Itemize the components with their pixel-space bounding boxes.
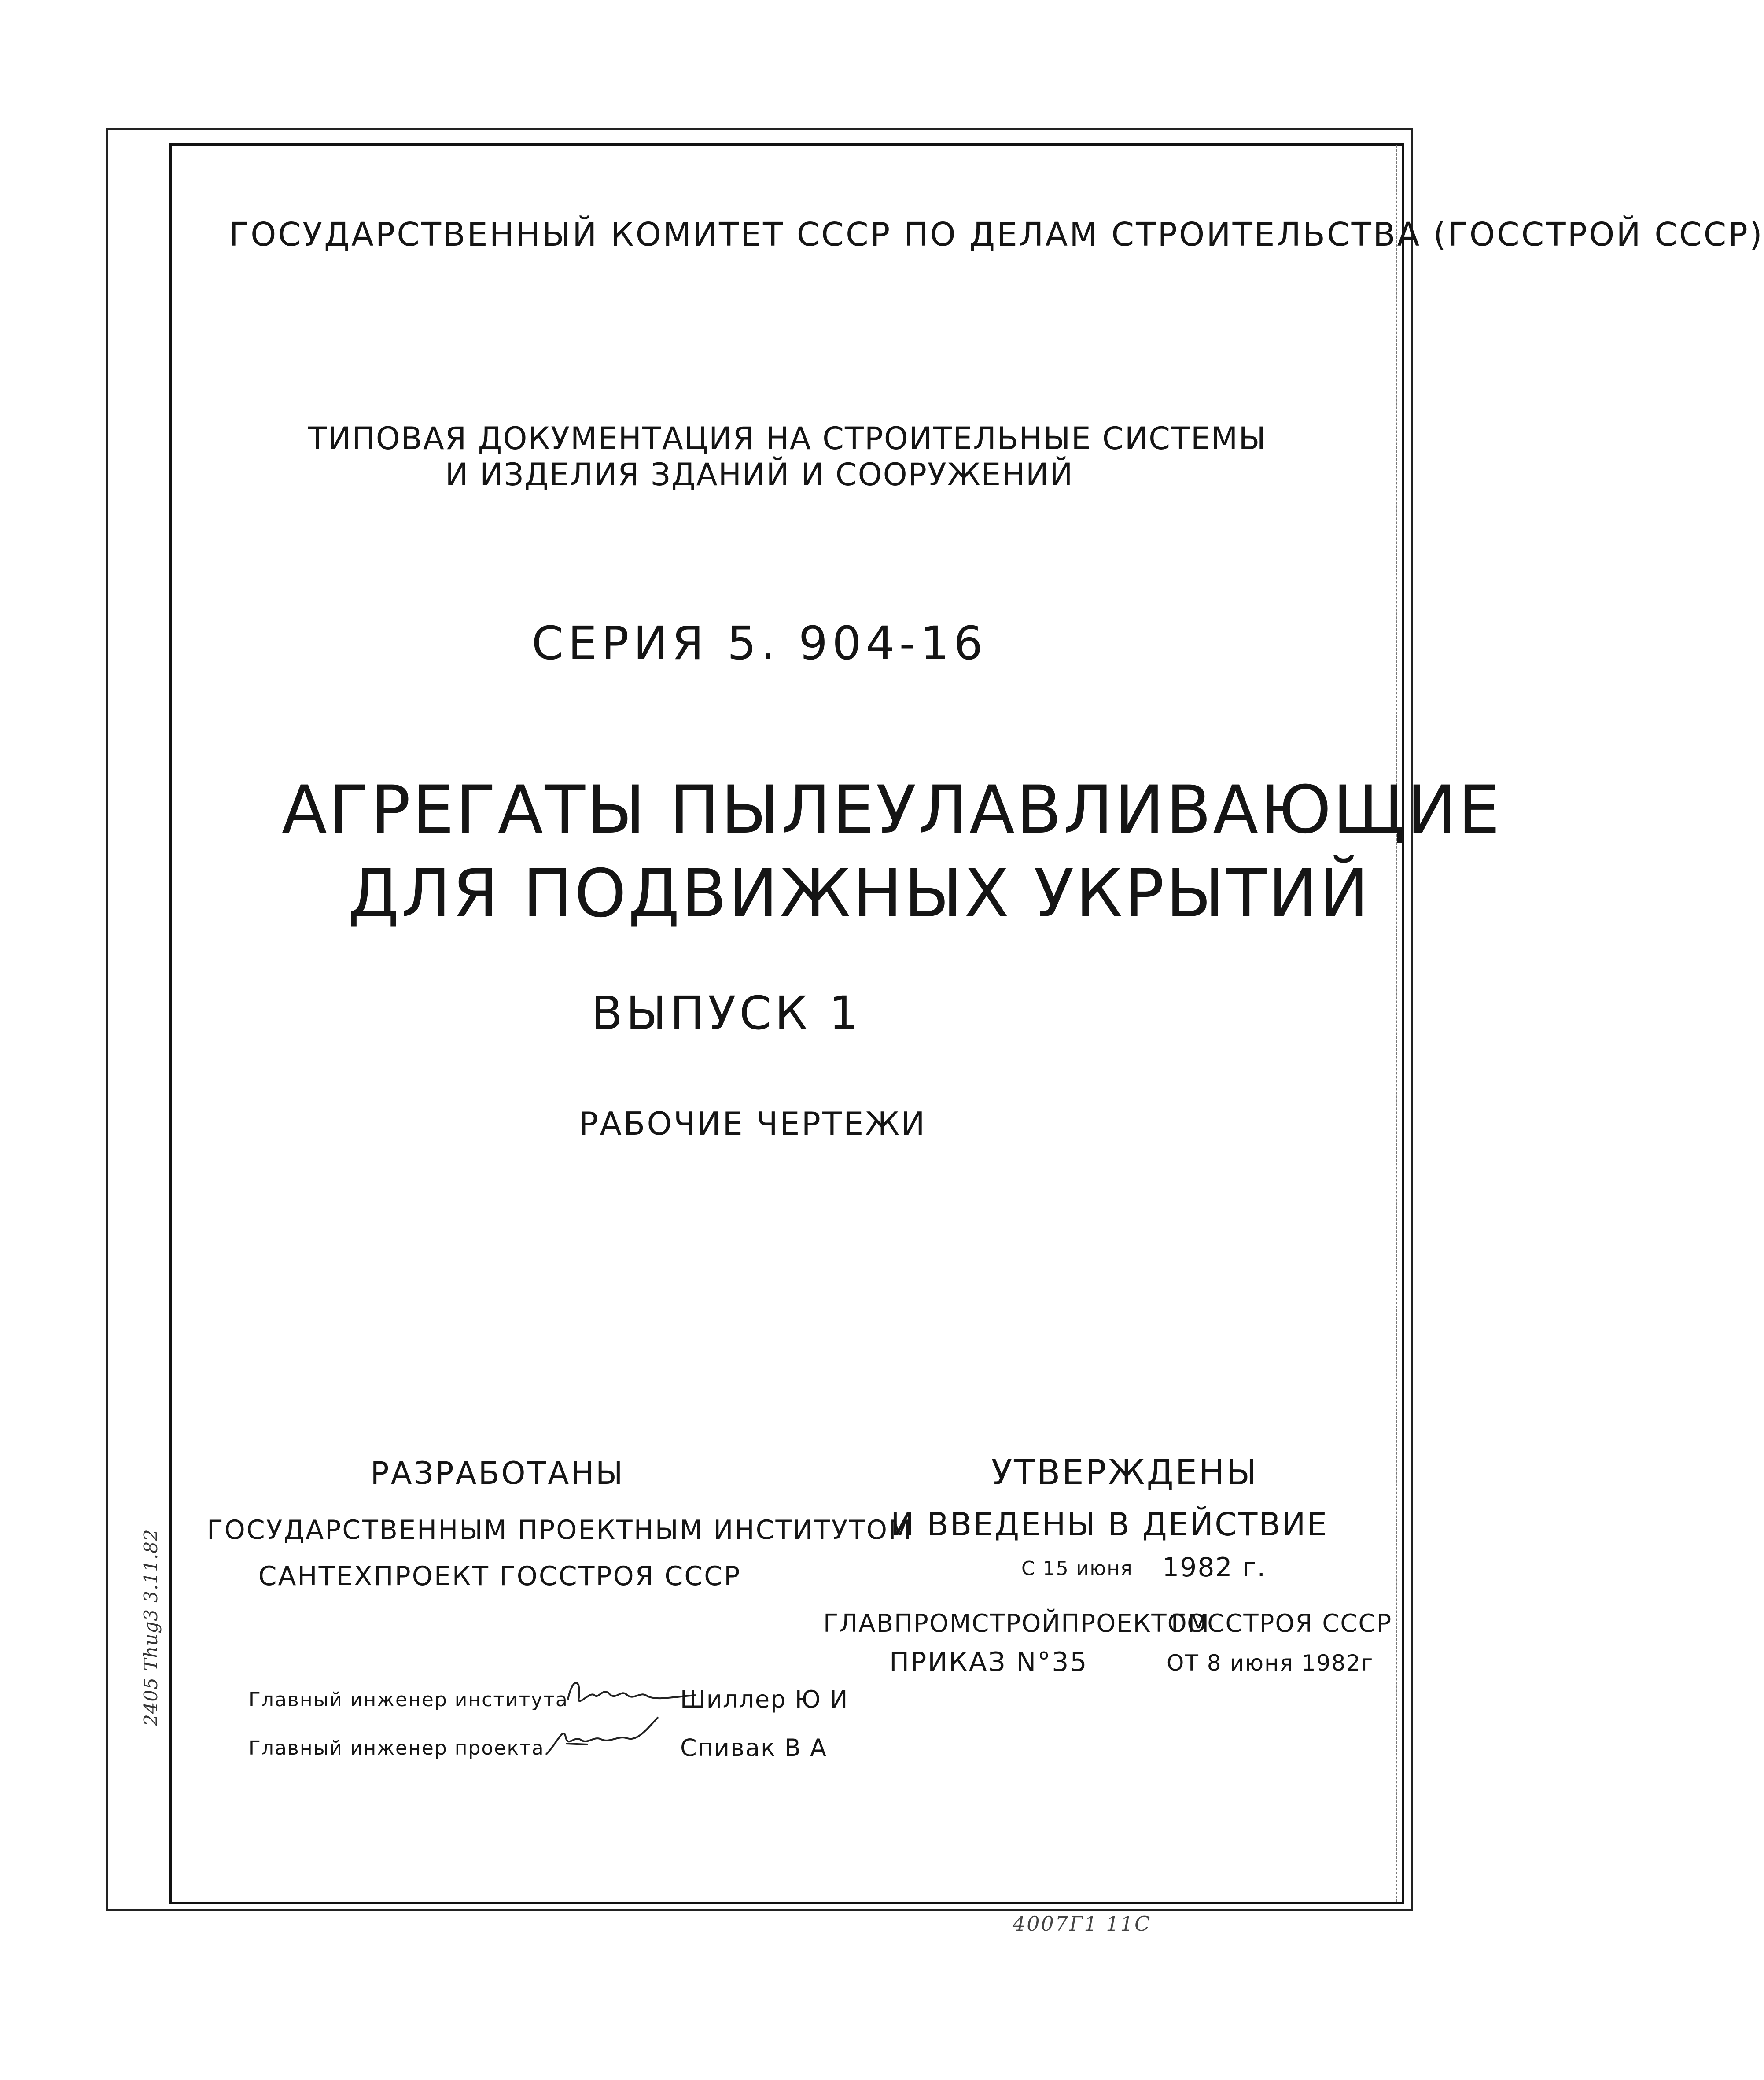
series-number: СЕРИЯ 5. 904-16	[531, 616, 987, 670]
chief-engineer-institute-name: Шиллер Ю И	[680, 1685, 849, 1713]
documentation-line-2: И ИЗДЕЛИЯ ЗДАНИЙ И СООРУЖЕНИЙ	[445, 457, 1074, 493]
developed-by-line-1: ГОСУДАРСТВЕННЫМ ПРОЕКТНЫМ ИНСТИТУТОМ	[207, 1515, 913, 1545]
approved-heading: УТВЕРЖДЕНЫ	[991, 1453, 1259, 1493]
bottom-inventory-note: 4007Г1 11С	[1013, 1912, 1152, 1936]
issue-number: ВЫПУСК 1	[591, 986, 862, 1040]
approved-year: 1982 г.	[1162, 1552, 1267, 1583]
working-drawings-label: РАБОЧИЕ ЧЕРТЕЖИ	[579, 1105, 927, 1142]
main-title-line-1: АГРЕГАТЫ ПЫЛЕУЛАВЛИВАЮЩИЕ	[282, 772, 1502, 848]
order-date: ОТ 8 июня 1982г	[1167, 1650, 1374, 1676]
main-title	[282, 768, 1502, 936]
chief-engineer-project-label: Главный инженер проекта	[249, 1737, 545, 1759]
approved-line-1: И ВВЕДЕНЫ В ДЕЙСТВИЕ	[890, 1506, 1329, 1543]
signature-spivak	[539, 1713, 671, 1761]
order-number: ПРИКАЗ N°35	[889, 1647, 1088, 1678]
documentation-line-1: ТИПОВАЯ ДОКУМЕНТАЦИЯ НА СТРОИТЕЛЬНЫЕ СИСТЕМЫ	[308, 420, 1267, 457]
approving-authority: ГЛАВПРОМСТРОЙПРОЕКТОМ	[823, 1609, 1210, 1638]
committee-heading: ГОСУДАРСТВЕННЫЙ КОМИТЕТ СССР ПО ДЕЛАМ СТРОИТЕЛЬСТВА (ГОССТРОЙ СССР)	[229, 216, 1764, 254]
chief-engineer-project-name: Спивак В А	[680, 1734, 827, 1762]
dotted-edge-line	[1396, 145, 1397, 1902]
margin-stamp: 2405 Thug3 3.11.82	[140, 1529, 162, 1726]
approving-committee: ГОССТРОЯ СССР	[1171, 1609, 1392, 1638]
approved-date: С 15 июня	[1021, 1557, 1133, 1580]
documentation-type	[308, 420, 1267, 493]
chief-engineer-institute-label: Главный инженер института	[249, 1689, 568, 1711]
developed-by-line-2: САНТЕХПРОЕКТ ГОССТРОЯ СССР	[258, 1561, 741, 1592]
developed-heading: РАЗРАБОТАНЫ	[370, 1455, 625, 1491]
main-title-line-2: ДЛЯ ПОДВИЖНЫХ УКРЫТИЙ	[348, 856, 1370, 932]
